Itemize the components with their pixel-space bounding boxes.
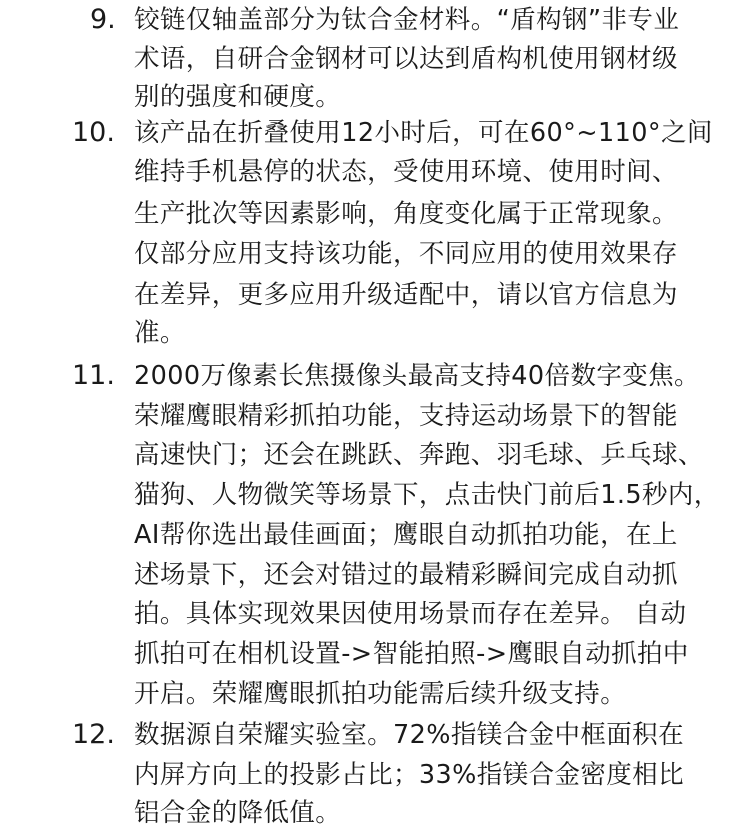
footnote-number: 11. [72, 360, 115, 391]
footnote-number: 10. [72, 117, 115, 148]
footnote-number: 12. [72, 719, 115, 750]
footnote-line: 仅部分应用支持该功能，不同应用的使用效果存 [134, 239, 678, 269]
footnote-line: 铰链仅轴盖部分为钛合金材料。“盾构钢”非专业 [134, 5, 680, 35]
footnote-line: 内屏方向上的投影占比；33%指镁合金密度相比 [134, 760, 684, 790]
footnote-line: 该产品在折叠使用12小时后，可在60°~110°之间 [134, 118, 713, 148]
footnote-line: 高速快门；还会在跳跃、奔跑、羽毛球、乒乓球、 [134, 440, 704, 470]
footnote-line: 维持手机悬停的状态，受使用环境、使用时间、 [134, 157, 678, 187]
footnote-line: 数据源自荣耀实验室。72%指镁合金中框面积在 [134, 720, 684, 750]
footnote-line: 别的强度和硬度。 [134, 82, 342, 112]
footnote-line: 在差异，更多应用升级适配中，请以官方信息为 [134, 280, 678, 310]
footnote-line: 荣耀鹰眼精彩抓拍功能，支持运动场景下的智能 [134, 401, 678, 431]
footnote-line: 准。 [134, 318, 186, 348]
footnote-line: 生产批次等因素影响，角度变化属于正常现象。 [134, 199, 678, 229]
footnote-line: 2000万像素长焦摄像头最高支持40倍数字变焦。 [134, 361, 700, 391]
footnote-line: 述场景下，还会对错过的最精彩瞬间完成自动抓 [134, 560, 678, 590]
footnote-number: 9. [90, 4, 116, 35]
footnote-line: 拍。具体实现效果因使用场景而存在差异。 自动 [134, 599, 687, 629]
footnote-line: 抓拍可在相机设置->智能拍照->鹰眼自动抓拍中 [134, 639, 689, 669]
footnote-line: 猫狗、人物微笑等场景下，点击快门前后1.5秒内， [134, 480, 720, 510]
footnote-line: 铝合金的降低值。 [134, 798, 342, 828]
footnote-line: 术语，自研合金钢材可以达到盾构机使用钢材级 [134, 44, 678, 74]
footnote-line: AI帮你选出最佳画面；鹰眼自动抓拍功能，在上 [134, 520, 678, 550]
footnote-line: 开启。荣耀鹰眼抓拍功能需后续升级支持。 [134, 679, 627, 709]
